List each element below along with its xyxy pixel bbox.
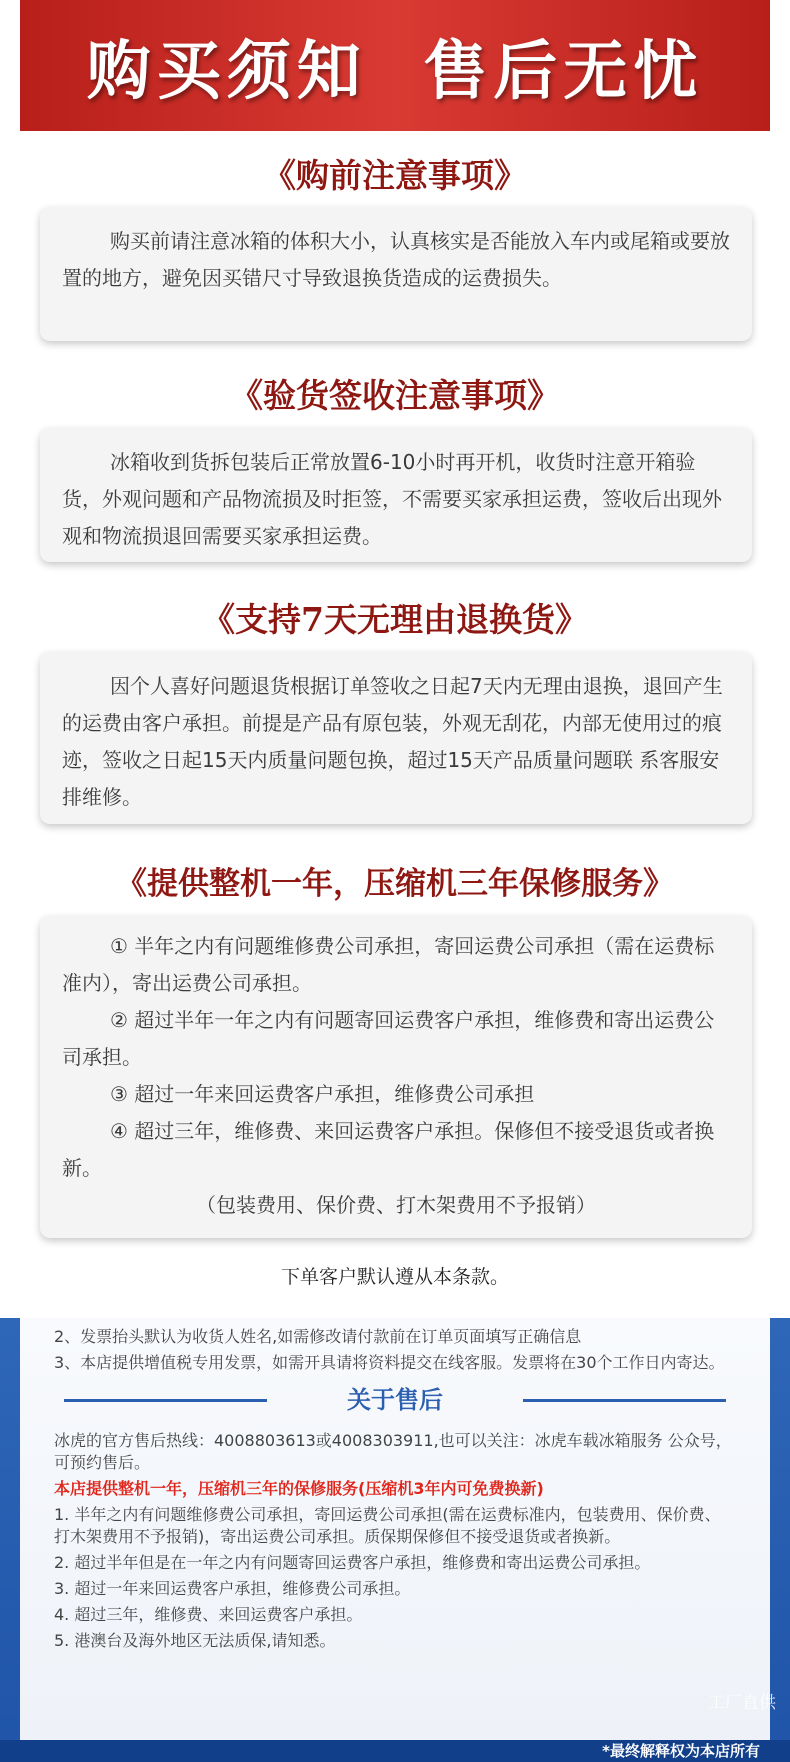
warranty-item-3: ③ 超过一年来回运费客户承担，维修费公司承担 bbox=[110, 1082, 535, 1106]
card-pre-purchase bbox=[40, 207, 752, 341]
about-aftersale-title: 关于售后 bbox=[347, 1386, 443, 1414]
header-banner bbox=[20, 0, 770, 131]
card-warranty bbox=[40, 916, 752, 1238]
invoice-line-2: 2、发票抬头默认为收货人姓名,如需修改请付款前在订单页面填写正确信息 bbox=[54, 1327, 582, 1346]
section-title-pre-purchase: 《购前注意事项》 bbox=[263, 156, 527, 195]
aftersale-item-3: 3. 超过一年来回运费客户承担，维修费公司承担。 bbox=[54, 1579, 411, 1598]
warranty-item-1: ① 半年之内有问题维修费公司承担，寄回运费公司承担（需在运费标准内），寄出运费公司承担。 bbox=[62, 934, 715, 995]
banner-title: 购买须知 售后无忧 bbox=[86, 33, 704, 109]
warranty-headline: 本店提供整机一年，压缩机三年的保修服务(压缩机3年内可免费换新) bbox=[54, 1479, 544, 1498]
about-aftersale-heading bbox=[54, 1380, 736, 1420]
final-interpretation-note: *最终解释权为本店所有 bbox=[0, 1740, 790, 1762]
card-text: 因个人喜好问题退货根据订单签收之日起7天内无理由退换，退回产生的运费由客户承担。前提是产品有原包装，外观无刮花，内部无使用过的痕迹，签收之日起15天内质量问题包换，超过15天产品质量问题联 系客服安排维修。 bbox=[62, 674, 723, 809]
aftersale-item-1: 1. 半年之内有问题维修费公司承担，寄回运费公司承担(需在运费标准内，包装费用、保价费、打木架费用不予报销)，寄出运费公司承担。质保期保修但不接受退货或者换新。 bbox=[54, 1505, 721, 1546]
aftersale-item-4: 4. 超过三年，维修费、来回运费客户承担。 bbox=[54, 1605, 363, 1624]
card-text: 购买前请注意冰箱的体积大小，认真核实是否能放入车内或尾箱或要放置的地方，避免因买错尺寸导致退换货造成的运费损失。 bbox=[62, 229, 730, 290]
warranty-item-4: ④ 超过三年，维修费、来回运费客户承担。保修但不接受退货或者换新。 bbox=[62, 1119, 715, 1180]
aftersale-hotline: 冰虎的官方售后热线：4008803613或4008303911,也可以关注：冰虎车载冰箱服务 公众号，可预约售后。 bbox=[54, 1431, 732, 1472]
invoice-line-3: 3、本店提供增值税专用发票，如需开具请将资料提交在线客服。发票将在30个工作日内寄达。 bbox=[54, 1353, 725, 1372]
terms-footnote: 下单客户默认遵从本条款。 bbox=[280, 1266, 509, 1288]
card-text: 冰箱收到货拆包装后正常放置6-10小时再开机，收货时注意开箱验货，外观问题和产品物流损及时拒签，不需要买家承担运费，签收后出现外观和物流损退回需要买家承担运费。 bbox=[62, 450, 722, 548]
warranty-item-2: ② 超过半年一年之内有问题寄回运费客户承担，维修费和寄出运费公司承担。 bbox=[62, 1008, 715, 1069]
section-title-inspection: 《验货签收注意事项》 bbox=[230, 376, 560, 415]
card-7day-return bbox=[40, 652, 752, 824]
section-title-warranty: 《提供整机一年，压缩机三年保修服务》 bbox=[116, 866, 674, 902]
aftersale-content bbox=[20, 1318, 770, 1752]
aftersale-item-2: 2. 超过半年但是在一年之内有问题寄回运费客户承担，维修费和寄出运费公司承担。 bbox=[54, 1553, 651, 1572]
divider-left bbox=[64, 1399, 267, 1402]
section-title-7day-return: 《支持7天无理由退换货》 bbox=[202, 600, 588, 639]
aftersale-panel bbox=[0, 1318, 790, 1762]
card-inspection bbox=[40, 428, 752, 562]
warranty-note: （包装费用、保价费、打木架费用不予报销） bbox=[196, 1193, 596, 1217]
watermark-text: 工厂直供 bbox=[708, 1693, 776, 1713]
divider-right bbox=[523, 1399, 726, 1402]
aftersale-item-5: 5. 港澳台及海外地区无法质保,请知悉。 bbox=[54, 1631, 336, 1650]
